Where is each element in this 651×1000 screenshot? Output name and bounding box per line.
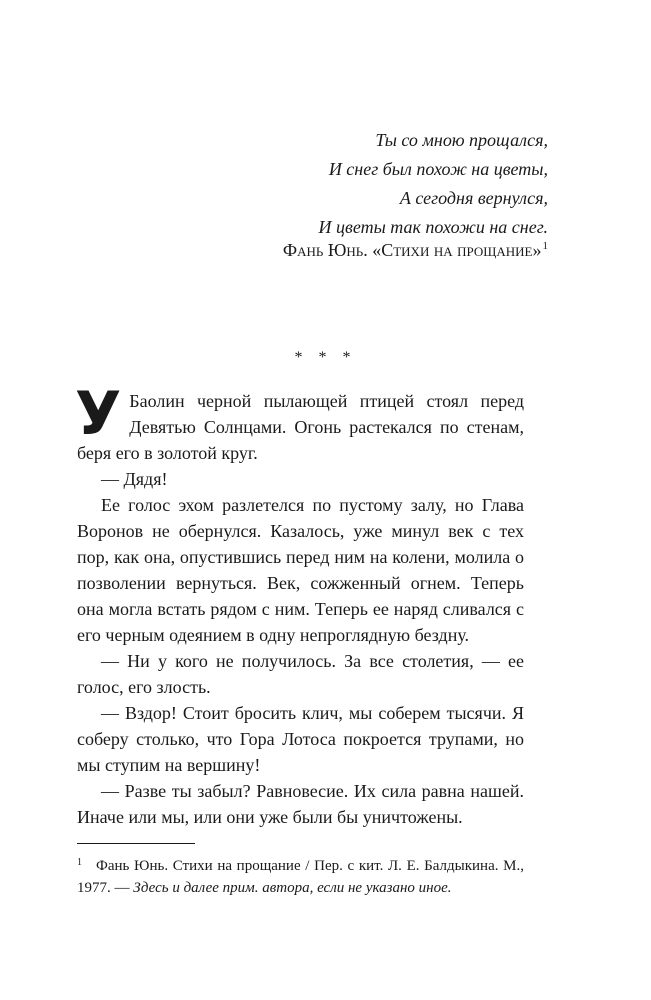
paragraph: — Вздор! Стоит бросить клич, мы соберем тысячи. Я соберу столько, что Гора Лотоса покроется трупами, но мы ступим на вершину! <box>77 703 524 775</box>
epigraph-attribution <box>283 240 548 261</box>
epigraph-line: И снег был похож на цветы, <box>328 159 548 179</box>
epigraph <box>319 126 549 242</box>
epigraph-line: А сегодня вернулся, <box>399 188 548 208</box>
footnote <box>77 852 524 899</box>
section-separator: * * * <box>294 349 357 366</box>
epigraph-line: Ты со мною прощался, <box>375 130 548 150</box>
footnote-text: Фань Юнь. Стихи на прощание / Пер. с кит. Л. Е. Балдыкина. М., 1977. — <box>77 858 524 896</box>
attribution-text: Фань Юнь. «Стихи на прощание» <box>282 240 542 260</box>
footnote-marker: 1 <box>77 857 82 868</box>
paragraph: Ее голос эхом разлетелся по пустому залу, но Глава Воронов не обернулся. Казалось, уже минул век с тех пор, как она, опустившись перед ним на колени, молила о позволении вернуться. Век, сожженный огнем. Теперь она могла встать рядом с ним. Теперь ее наряд сливался с его черным одеянием в одну непроглядную бездну. <box>77 495 524 645</box>
paragraph: — Дядя! <box>101 469 168 489</box>
paragraph: — Ни у кого не получилось. За все столетия, — ее голос, его злость. <box>77 651 524 697</box>
drop-cap: У <box>75 379 122 449</box>
paragraph-text: Баолин черной пылающей птицей стоял перед Девятью Солнцами. Огонь растекался по стенам, беря его в золотой круг. <box>77 391 524 463</box>
epigraph-line: И цветы так похожи на снег. <box>318 217 548 237</box>
footnote-divider <box>77 843 195 844</box>
footnote-note: Здесь и далее прим. автора, если не указано иное. <box>133 880 452 896</box>
chapter-body <box>75 379 524 830</box>
paragraph: — Разве ты забыл? Равновесие. Их сила равна нашей. Иначе или мы, или они уже были бы уничтожены. <box>77 781 524 827</box>
paragraph <box>75 379 524 466</box>
footnote-reference[interactable]: 1 <box>542 240 548 252</box>
